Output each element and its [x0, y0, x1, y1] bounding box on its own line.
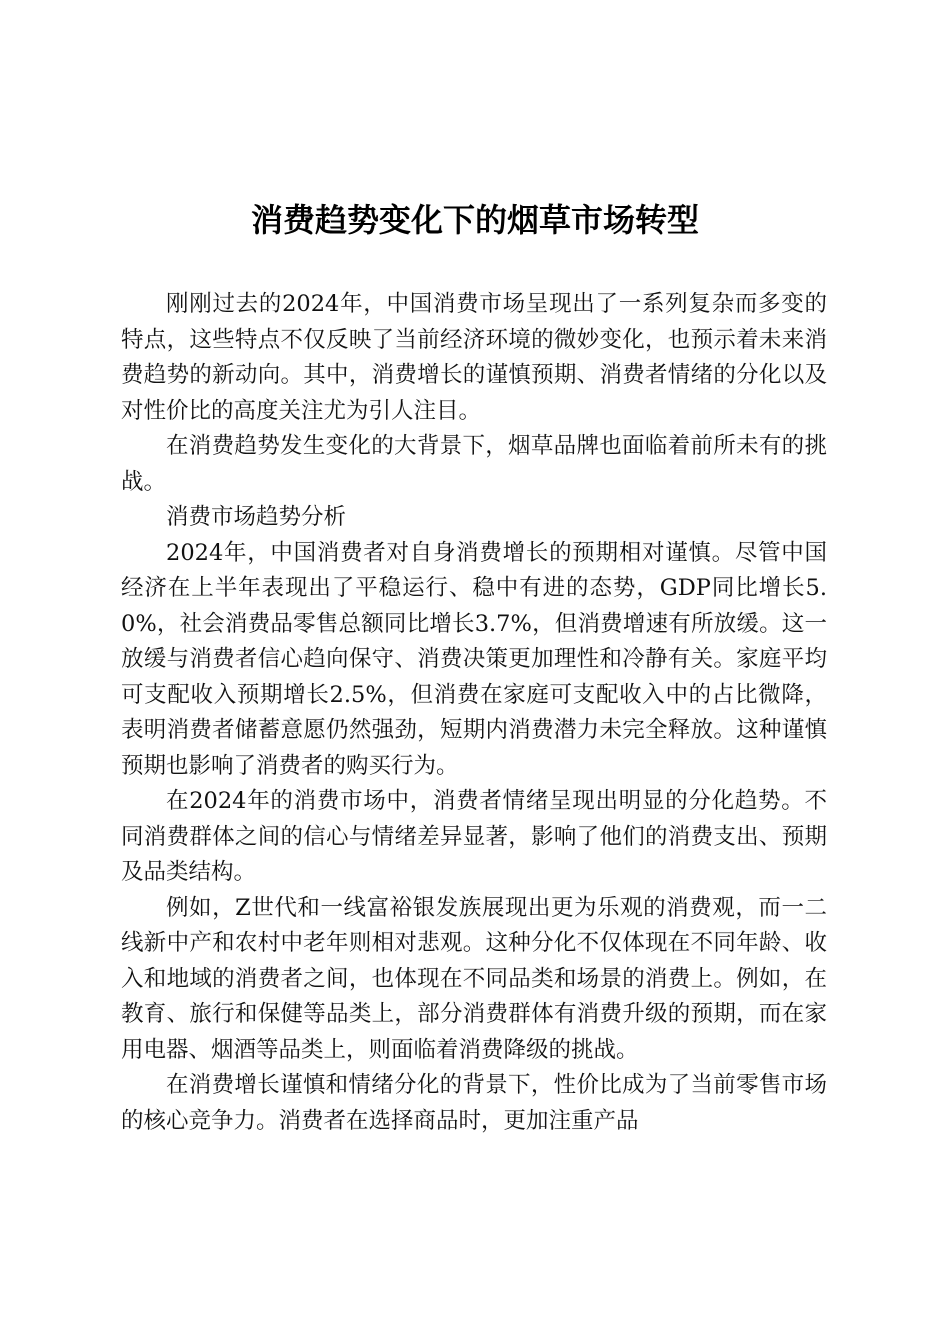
- document-title: 消费趋势变化下的烟草市场转型: [250, 201, 699, 239]
- section-heading: 消费市场趋势分析: [166, 504, 347, 530]
- paragraph: 在消费增长谨慎和情绪分化的背景下，性价比成为了当前零售市场的核心竞争力。消费者在选择商品时，更加注重产品: [121, 1072, 827, 1134]
- paragraph: 例如，Z世代和一线富裕银发族展现出更为乐观的消费观，而一二线新中产和农村中老年则相对悲观。这种分化不仅体现在不同年龄、收入和地域的消费者之间，也体现在不同品类和场景的消费上。例如，在教育、旅行和保健等品类上，部分消费群体有消费升级的预期，而在家用电器、烟酒等品类上，则面临着消费降级的挑战。: [121, 894, 827, 1063]
- paragraph: 在消费趋势发生变化的大背景下，烟草品牌也面临着前所未有的挑战。: [121, 433, 827, 495]
- paragraph: 刚刚过去的2024年，中国消费市场呈现出了一系列复杂而多变的特点，这些特点不仅反映了当前经济环境的微妙变化，也预示着未来消费趋势的新动向。其中，消费增长的谨慎预期、消费者情绪的分化以及对性价比的高度关注尤为引人注目。: [121, 291, 827, 424]
- document-body: [121, 287, 827, 1139]
- paragraph: 2024年，中国消费者对自身消费增长的预期相对谨慎。尽管中国经济在上半年表现出了平稳运行、稳中有进的态势，GDP同比增长5.0%，社会消费品零售总额同比增长3.7%，但消费增速有所放缓。这一放缓与消费者信心趋向保守、消费决策更加理性和冷静有关。家庭平均可支配收入预期增长2.5%，但消费在家庭可支配收入中的占比微降，表明消费者储蓄意愿仍然强劲，短期内消费潜力未完全释放。这种谨慎预期也影响了消费者的购买行为。: [121, 539, 827, 779]
- paragraph: 在2024年的消费市场中，消费者情绪呈现出明显的分化趋势。不同消费群体之间的信心与情绪差异显著，影响了他们的消费支出、预期及品类结构。: [121, 788, 827, 885]
